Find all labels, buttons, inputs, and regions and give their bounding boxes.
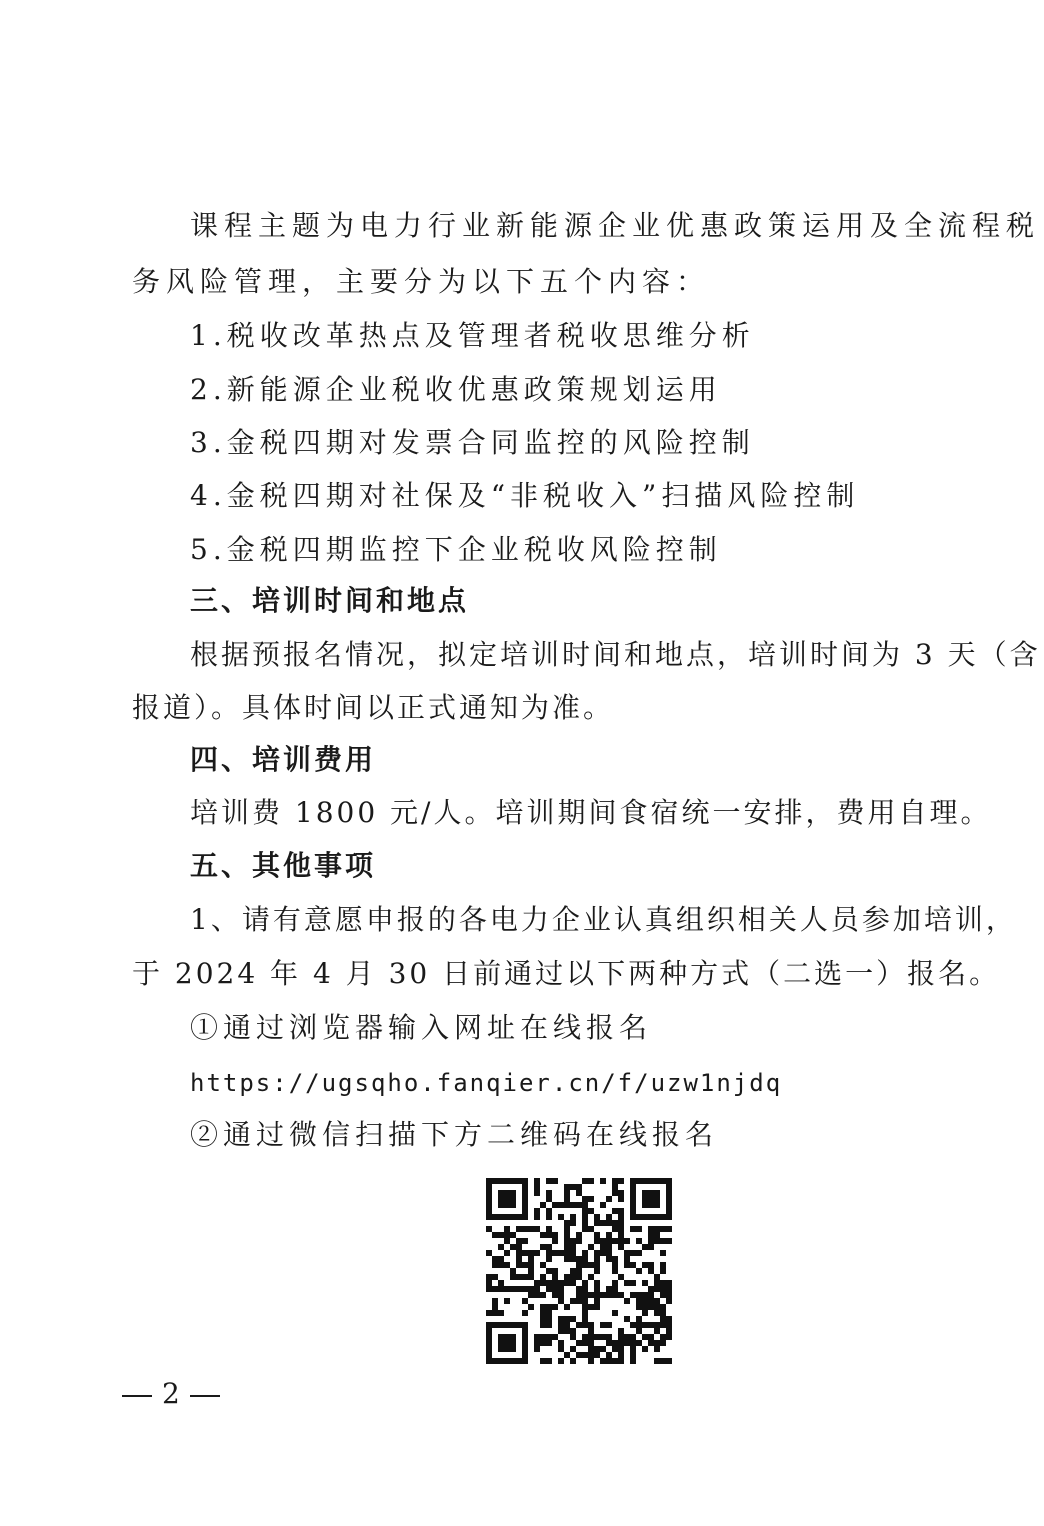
signup-url[interactable]: https://ugsqho.fanqier.cn/f/uzw1njdq xyxy=(190,1069,783,1097)
course-item-4: 4.金税四期对社保及“非税收入”扫描风险控制 xyxy=(190,479,860,512)
intro-line-2: 务风险管理，主要分为以下五个内容： xyxy=(132,265,711,298)
qr-code-icon[interactable] xyxy=(486,1178,672,1364)
section3-heading: 三、培训时间和地点 xyxy=(190,584,470,617)
section3-line-1: 根据预报名情况，拟定培训时间和地点，培训时间为 3 天（含 xyxy=(190,638,1041,671)
section5-line-1: 1、请有意愿申报的各电力企业认真组织相关人员参加培训， xyxy=(190,903,1017,936)
section3-line-2: 报道）。具体时间以正式通知为准。 xyxy=(132,691,615,724)
section4-heading: 四、培训费用 xyxy=(190,743,377,776)
option-2: ②通过微信扫描下方二维码在线报名 xyxy=(190,1118,719,1151)
option-1: ①通过浏览器输入网址在线报名 xyxy=(190,1011,653,1044)
section5-line-2: 于 2024 年 4 月 30 日前通过以下两种方式（二选一）报名。 xyxy=(132,957,1001,990)
course-item-5: 5.金税四期监控下企业税收风险控制 xyxy=(190,533,722,566)
page-footer xyxy=(122,1376,220,1412)
course-item-1: 1.税收改革热点及管理者税收思维分析 xyxy=(190,319,755,352)
page-number: 2 xyxy=(162,1377,180,1410)
footer-dash-right xyxy=(190,1395,220,1397)
footer-dash-left xyxy=(122,1395,152,1397)
section4-line-1: 培训费 1800 元/人。培训期间食宿统一安排，费用自理。 xyxy=(190,796,992,829)
section5-heading: 五、其他事项 xyxy=(190,849,377,882)
course-item-3: 3.金税四期对发票合同监控的风险控制 xyxy=(190,426,755,459)
intro-line-1: 课程主题为电力行业新能源企业优惠政策运用及全流程税 xyxy=(190,209,1041,242)
course-item-2: 2.新能源企业税收优惠政策规划运用 xyxy=(190,373,722,406)
